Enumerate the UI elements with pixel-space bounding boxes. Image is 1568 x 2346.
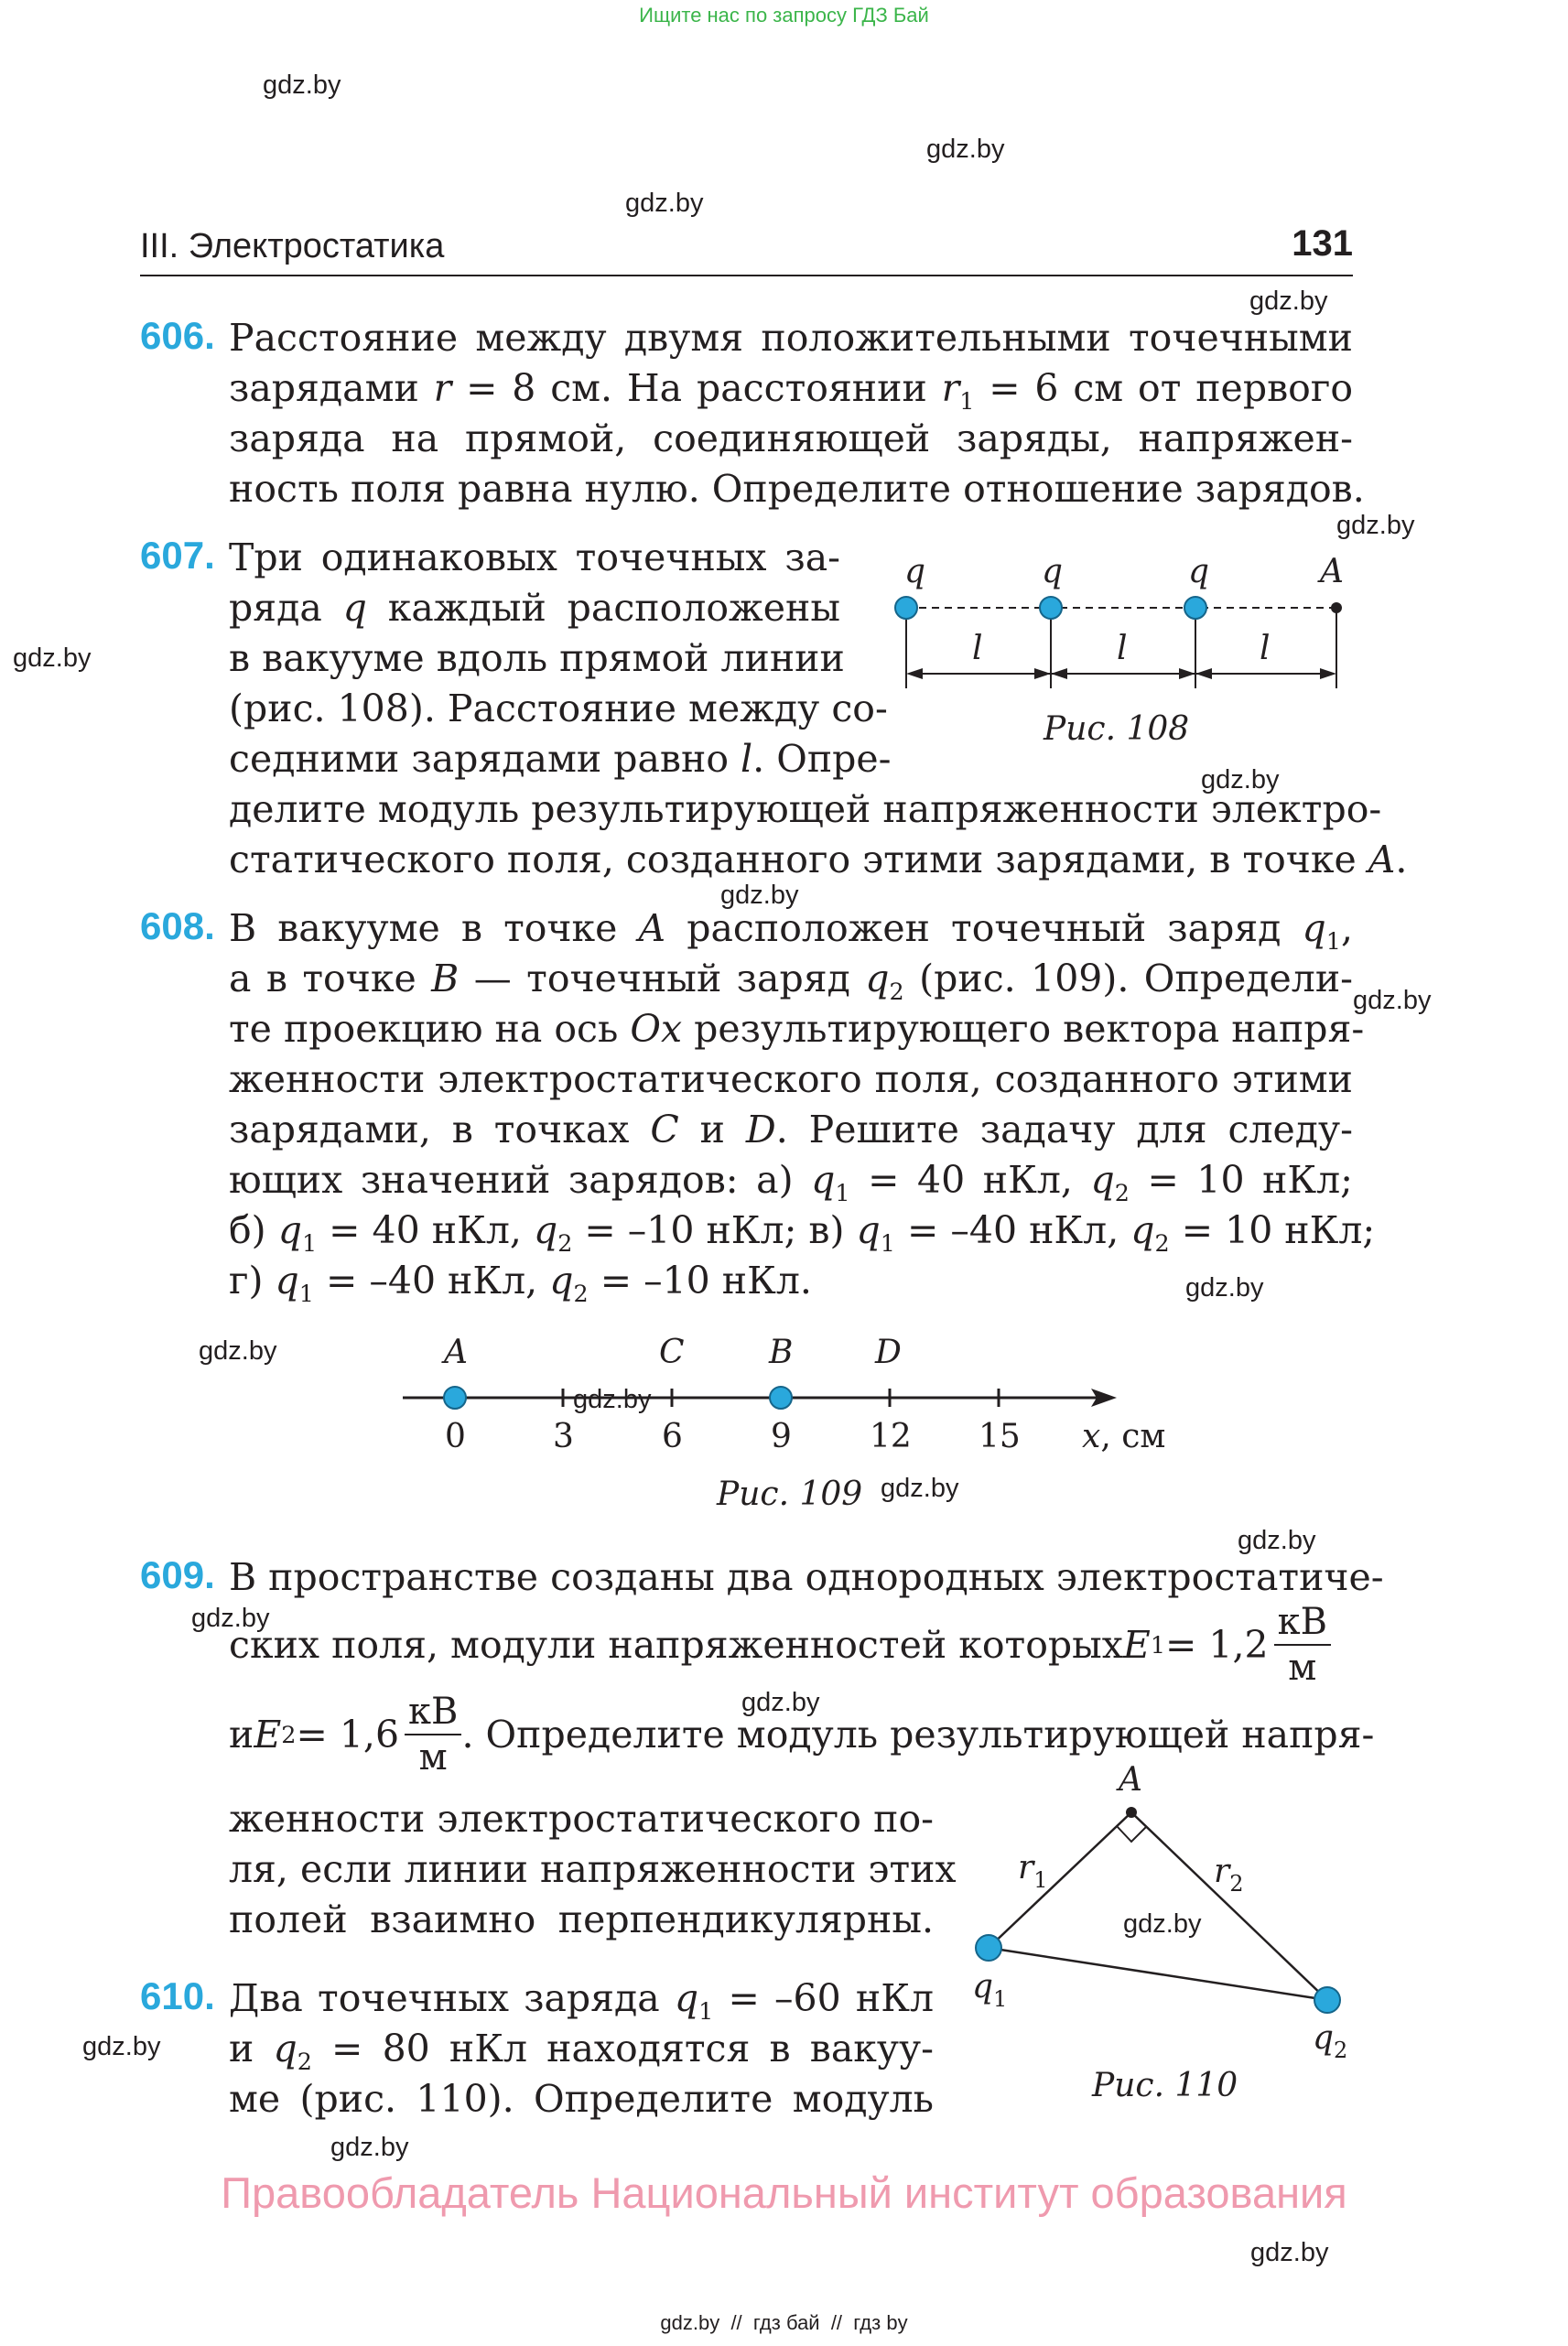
sub: 1	[993, 1986, 1008, 2012]
r: r	[1018, 1849, 1034, 1887]
watermark: gdz.by	[1123, 1909, 1202, 1939]
problem-607-line	[229, 734, 892, 784]
problem-610-line: ме (рис. 110). Определите модуль	[229, 2077, 934, 2121]
fig108-label-A: A	[1320, 553, 1344, 590]
var-r1: r	[941, 366, 960, 410]
problem-607-line	[229, 835, 1408, 884]
sub: 1	[1033, 1867, 1048, 1893]
problem-609-line: женности электростатического по-	[229, 1797, 934, 1841]
problem-number-609: 609.	[140, 1553, 215, 1596]
sub: 2	[557, 1228, 573, 1257]
fig108-arrowhead	[1051, 668, 1067, 679]
fig109-point-A: A	[444, 1334, 468, 1371]
fraction-num: кВ	[405, 1690, 461, 1735]
watermark: gdz.by	[191, 1604, 270, 1633]
problem-number-606: 606.	[140, 314, 215, 357]
fig108-label-q: q	[1042, 553, 1064, 590]
text: = 80 нКл находятся в вакуу-	[311, 2027, 934, 2070]
text: Два точечных заряда	[229, 1976, 675, 2020]
axis-unit: , см	[1100, 1418, 1166, 1455]
text: каждый расположены	[387, 586, 840, 630]
fraction	[405, 1690, 461, 1779]
watermark: gdz.by	[1185, 1273, 1264, 1303]
watermark: gdz.by	[82, 2032, 161, 2061]
text: б)	[229, 1208, 278, 1252]
sub: 1	[959, 386, 975, 415]
fig108-point-A	[1331, 602, 1342, 613]
text: ряда	[229, 586, 343, 630]
caption-fig110: Рис. 110	[1092, 2067, 1238, 2104]
problem-609-line: В пространстве созданы два однородных электростатиче-	[229, 1555, 1384, 1599]
fig108-charge	[1040, 597, 1062, 619]
text: и	[229, 2027, 274, 2070]
var-q: q	[275, 1259, 299, 1303]
section-title: III. Электростатика	[140, 227, 445, 265]
fig110-side-base	[989, 1948, 1327, 2000]
text: = –40 нКл,	[313, 1259, 550, 1303]
sub: 2	[1229, 1871, 1244, 1897]
fig109-tick-label: 0	[445, 1418, 466, 1455]
var-A: A	[638, 906, 666, 950]
text: = 10 нКл;	[1169, 1208, 1376, 1252]
problem-609-line: и E 2 = 1,6 $\frac{кВ}{м}$ . Определите модуль результирующей напря-	[229, 1691, 1375, 1778]
fig110-label-r1	[1018, 1849, 1048, 1893]
text: ,	[1340, 906, 1353, 950]
sub: 2	[1154, 1228, 1170, 1257]
top-banner[interactable]: Ищите нас по запросу ГДЗ Бай	[639, 4, 929, 27]
fraction	[1274, 1600, 1331, 1690]
watermark: gdz.by	[330, 2133, 409, 2162]
caption-fig108: Рис. 108	[1044, 710, 1190, 748]
problem-607-line: делите модуль результирующей напряженности электро-	[229, 787, 1382, 831]
q: q	[972, 1968, 994, 2005]
figure-110	[952, 1757, 1391, 2069]
fig109-charge-A	[444, 1387, 466, 1409]
var-C: C	[650, 1108, 679, 1151]
q: q	[1313, 2019, 1335, 2057]
text: на прямой, соединяющей заряды, напряжен-	[391, 416, 1353, 460]
watermark: gdz.by	[263, 70, 341, 100]
sub: 1	[835, 1178, 850, 1206]
watermark: gdz.by	[1353, 986, 1432, 1015]
text: = 8 см. На расстоянии	[451, 366, 942, 410]
var-q: q	[1090, 1158, 1115, 1202]
fig108-arrowhead	[1179, 668, 1195, 679]
problem-609-line: полей взаимно перпендикулярны.	[229, 1897, 934, 1941]
watermark: gdz.by	[1201, 765, 1280, 795]
text: . Определите модуль результирующей напря-	[461, 1713, 1375, 1757]
watermark: gdz.by	[1238, 1526, 1316, 1555]
var-l: l	[741, 737, 753, 781]
text: = 10 нКл;	[1129, 1158, 1353, 1202]
fig108-arrowhead	[1034, 668, 1051, 679]
header-rule	[140, 275, 1353, 276]
watermark: gdz.by	[1250, 2238, 1329, 2267]
text: = –10 нКл.	[588, 1259, 812, 1303]
fig110-charge-q2	[1314, 1987, 1340, 2013]
text: = 1,2	[1164, 1623, 1269, 1667]
page-number: 131	[1292, 223, 1353, 264]
fig109-point-C: C	[659, 1334, 685, 1371]
axis-var: x	[1082, 1418, 1101, 1455]
problem-608-line	[229, 1105, 1353, 1154]
watermark: gdz.by	[1249, 286, 1328, 316]
fig108-arrowhead	[1320, 668, 1336, 679]
problem-606-line: Расстояние между двумя положительными точечными	[229, 316, 1353, 360]
watermark: gdz.by	[720, 881, 799, 910]
fig108-charge	[895, 597, 917, 619]
fig108-dist-l: l	[1260, 630, 1271, 667]
text: и	[229, 1713, 254, 1757]
fig110-point-A	[1126, 1807, 1137, 1818]
text: В вакууме в точке	[229, 906, 639, 950]
caption-fig109: Рис. 109	[717, 1476, 863, 1513]
text: .	[1395, 838, 1408, 881]
fig109-tick-label: 12	[870, 1418, 912, 1455]
fig109-point-B: B	[769, 1334, 794, 1371]
fig110-side-r2	[1131, 1812, 1327, 2000]
problem-608-line	[229, 1004, 1365, 1054]
problem-606-line	[229, 363, 1353, 413]
text: зарядами, в точках	[229, 1108, 651, 1151]
fig110-label-A: A	[1119, 1761, 1142, 1799]
problem-609-line: ля, если линии напряженности этих	[229, 1847, 957, 1891]
sub: 2	[297, 2047, 312, 2075]
text: . Решите задачу для следу-	[775, 1108, 1353, 1151]
fig110-side-r1	[989, 1812, 1131, 1948]
problem-610-line	[229, 1973, 934, 2023]
text: = 1,6	[296, 1713, 400, 1757]
watermark: gdz.by	[573, 1385, 652, 1414]
problem-609-line: ских поля, модули напряженностей которых E 1 = 1,2 $\frac{кВ}{м}$	[229, 1604, 1331, 1686]
fraction-den: м	[418, 1736, 448, 1778]
text: г)	[229, 1259, 276, 1303]
text: зарядами	[229, 366, 434, 410]
var-q: q	[811, 1158, 836, 1202]
var-B: B	[431, 957, 460, 1000]
sub: 2	[1334, 2038, 1348, 2063]
text: ющих значений зарядов: а)	[229, 1158, 812, 1202]
text: результирующего вектора напря-	[682, 1007, 1365, 1051]
fig109-tick-label: 9	[771, 1418, 792, 1455]
text: . Опре-	[752, 737, 892, 781]
fig108-label-q: q	[1188, 553, 1210, 590]
text: — точечный заряд	[459, 957, 866, 1000]
problem-610-line	[229, 2024, 934, 2073]
text: расположен точечный заряд	[665, 906, 1303, 950]
fig108-arrowhead	[906, 668, 923, 679]
problem-607-line: Три одинаковых точечных за-	[229, 535, 840, 579]
text: заряда	[229, 416, 392, 460]
r: r	[1214, 1853, 1230, 1890]
var-A: A	[1368, 838, 1396, 881]
problem-608-line	[229, 1205, 1376, 1257]
problem-number-608: 608.	[140, 904, 215, 947]
fig108-dist-l: l	[1117, 630, 1128, 667]
text: а в точке	[229, 957, 432, 1000]
var-q: q	[1130, 1208, 1155, 1252]
fig109-point-D: D	[875, 1334, 902, 1371]
problem-607-line: в вакууме вдоль прямой линии	[229, 636, 845, 680]
fig110-label-r2	[1214, 1853, 1244, 1897]
text: = 40 нКл,	[849, 1158, 1091, 1202]
fig109-axis-label	[1082, 1418, 1165, 1455]
var-q: q	[549, 1259, 574, 1303]
var-D: D	[745, 1108, 776, 1151]
sub: 2	[573, 1279, 589, 1307]
text: ских поля, модули напряженностей которых	[229, 1623, 1123, 1667]
var-q: q	[856, 1208, 881, 1252]
var-E: E	[254, 1713, 282, 1757]
var-q: q	[277, 1208, 302, 1252]
fig109-tick-label: 3	[553, 1418, 574, 1455]
footer-links[interactable]: gdz.by // гдз бай // гдз by	[660, 2311, 908, 2334]
text: и	[678, 1108, 746, 1151]
fraction-num: кВ	[1274, 1600, 1331, 1646]
sub: 1	[1325, 926, 1341, 955]
text: = –40 нКл,	[894, 1208, 1131, 1252]
text: (рис. 109). Определи-	[903, 957, 1353, 1000]
text: = –60 нКл	[713, 1976, 934, 2020]
fig110-label-q2	[1313, 2019, 1347, 2063]
fig110-charge-q1	[976, 1935, 1001, 1961]
var-Ox: Ox	[630, 1007, 683, 1051]
var-q: q	[1302, 906, 1326, 950]
fig109-charge-B	[770, 1387, 792, 1409]
fig108-arrowhead	[1195, 668, 1212, 679]
problem-608-line	[229, 1256, 812, 1305]
sub: 1	[698, 1996, 714, 2025]
sub: 2	[889, 977, 904, 1005]
figure-109	[394, 1332, 1199, 1478]
text: статического поля, созданного этими зарядами, в точке	[229, 838, 1368, 881]
problem-606-line	[229, 414, 1353, 463]
problem-608-line: женности электростатического поля, созданного этими	[229, 1057, 1353, 1101]
var-q: q	[342, 586, 367, 630]
fraction-den: м	[1288, 1647, 1317, 1689]
var-E: E	[1122, 1623, 1151, 1667]
sub: 1	[298, 1279, 314, 1307]
var-q: q	[674, 1976, 699, 2020]
watermark: gdz.by	[625, 189, 704, 218]
sub: 1	[301, 1228, 318, 1257]
text: = 40 нКл,	[317, 1208, 534, 1252]
copyright-notice: Правообладатель Национальный институт образования	[221, 2168, 1347, 2217]
problem-608-line	[229, 903, 1353, 953]
problem-606-line: ность поля равна нулю. Определите отношение зарядов.	[229, 467, 1365, 511]
fig109-tick-label: 15	[979, 1418, 1021, 1455]
sub: 1	[880, 1228, 895, 1257]
fig110-right-angle	[1117, 1826, 1146, 1842]
watermark: gdz.by	[1336, 511, 1415, 540]
watermark: gdz.by	[13, 643, 92, 673]
watermark: gdz.by	[881, 1474, 959, 1503]
fig108-label-q: q	[904, 553, 926, 590]
fig108-charge	[1184, 597, 1206, 619]
var-q: q	[273, 2027, 297, 2070]
problem-number-610: 610.	[140, 1974, 215, 2017]
text: те проекцию на ось	[229, 1007, 631, 1051]
text: = 6 см от первого	[974, 366, 1353, 410]
problem-607-line	[229, 583, 840, 632]
problem-607-line: (рис. 108). Расстояние между со-	[229, 687, 888, 730]
watermark: gdz.by	[926, 135, 1005, 164]
text: = –10 нКл; в)	[572, 1208, 857, 1252]
problem-number-607: 607.	[140, 534, 215, 577]
problem-608-line	[229, 954, 1353, 1003]
var-q: q	[865, 957, 890, 1000]
text: седними зарядами равно	[229, 737, 741, 781]
problem-608-line	[229, 1155, 1353, 1205]
fig109-tick-label: 6	[662, 1418, 683, 1455]
watermark: gdz.by	[199, 1336, 277, 1366]
fig108-dist-l: l	[972, 630, 983, 667]
watermark: gdz.by	[741, 1688, 820, 1717]
fig110-label-q1	[972, 1968, 1007, 2012]
var-q: q	[533, 1208, 558, 1252]
sub: 2	[1114, 1178, 1130, 1206]
var-r: r	[433, 366, 452, 410]
